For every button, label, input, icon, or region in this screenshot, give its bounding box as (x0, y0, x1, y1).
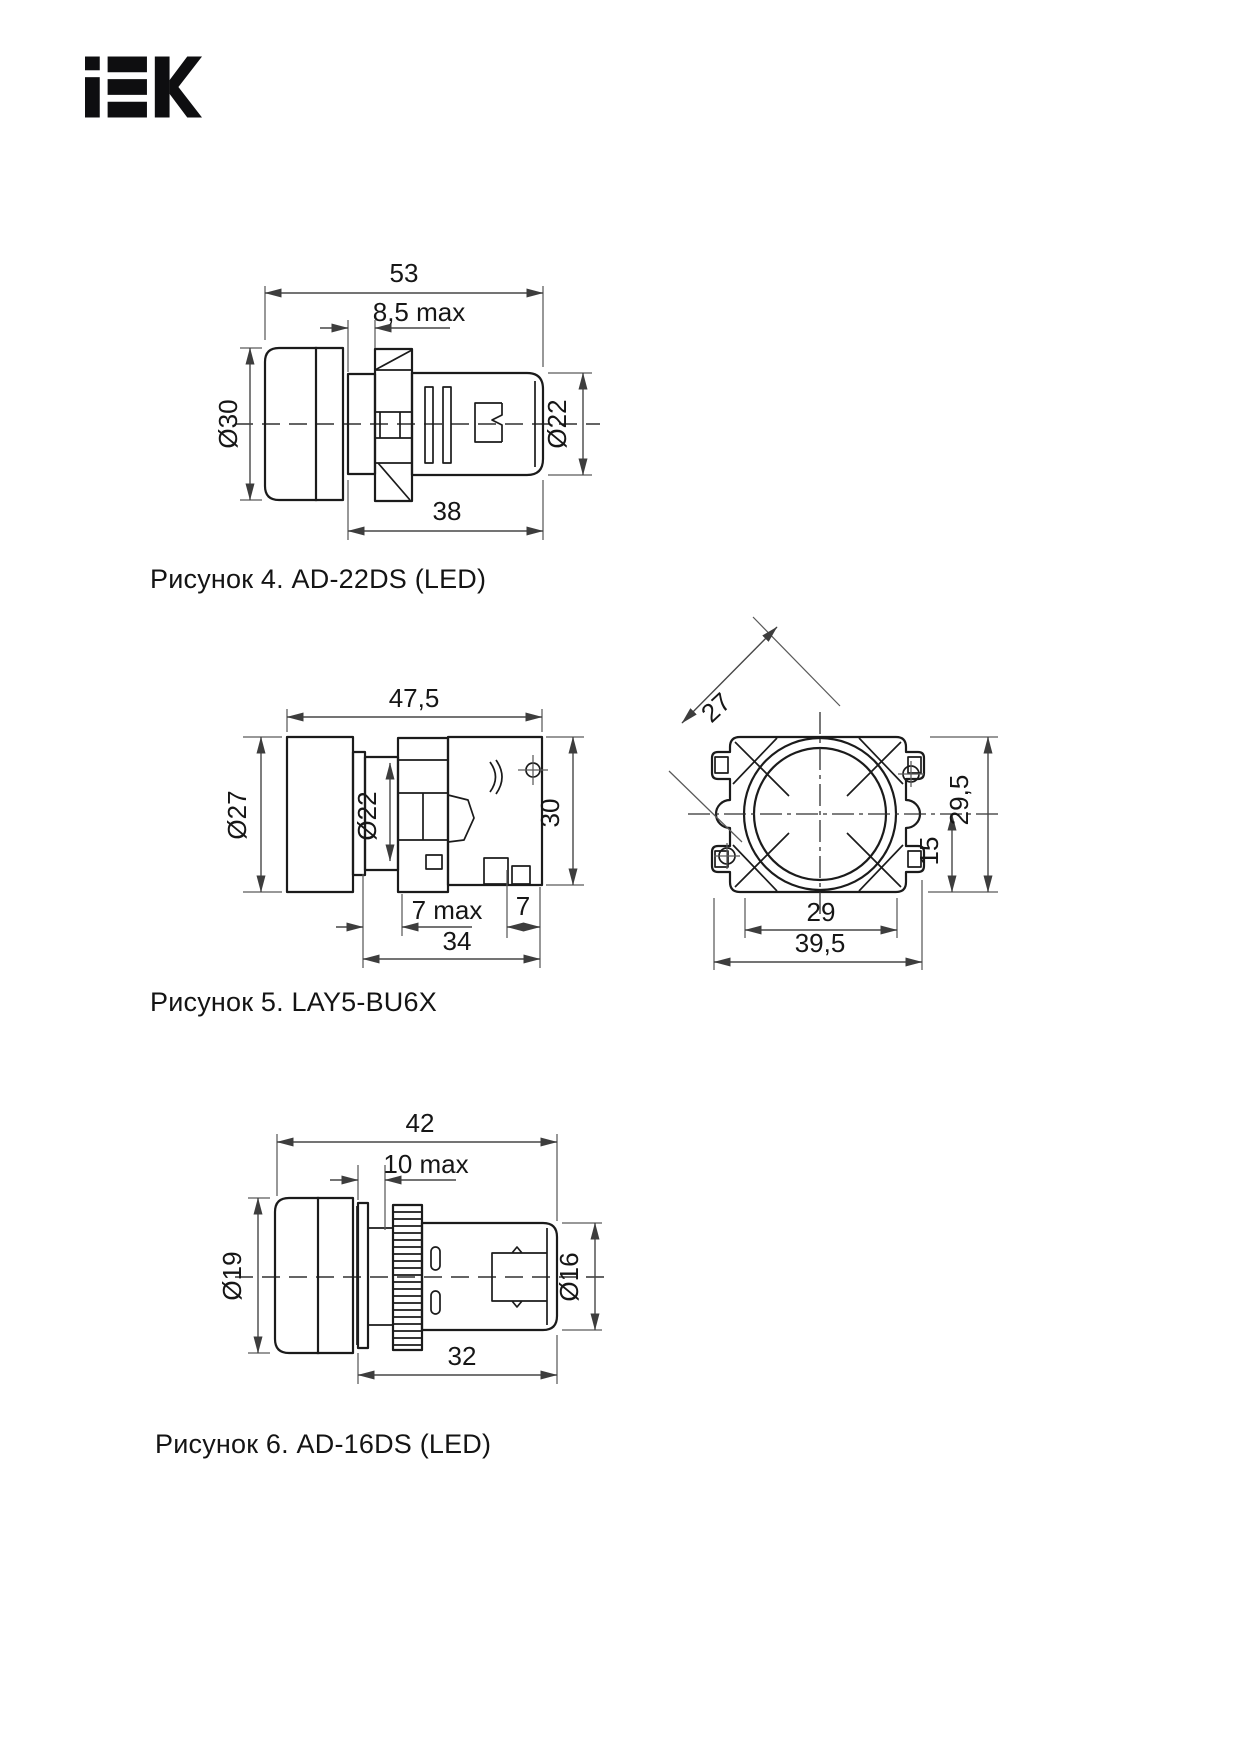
figure-5-caption: Рисунок 5. LAY5-BU6X (150, 987, 437, 1017)
dim-label-height: 30 (535, 798, 565, 828)
dim-label-rear: 32 (447, 1341, 477, 1371)
figure-6-caption: Рисунок 6. AD-16DS (LED) (155, 1429, 492, 1459)
figure-5-drawing (150, 595, 1010, 985)
dim-label-inner-width: 29 (806, 897, 836, 927)
dim-label-diagonal: 27 (695, 686, 737, 729)
figure-4-caption: Рисунок 4. AD-22DS (LED) (150, 564, 487, 594)
figure-6-drawing (150, 1110, 620, 1395)
dim-label-overall: 47,5 (388, 683, 440, 713)
knurl-hatching (393, 1212, 422, 1345)
dim-label-panel-max: 8,5 max (372, 297, 466, 327)
dim-label-rear: 34 (442, 926, 472, 956)
dim-label-panel-max: 7 max (411, 895, 483, 925)
dim-label-tab: 7 (515, 891, 531, 921)
dim-label-center-edge: 15 (914, 836, 944, 866)
dim-label-panel-max: 10 max (383, 1149, 469, 1179)
dim-label-rear: 38 (432, 496, 462, 526)
iek-logo-icon (85, 56, 203, 118)
dim-label-body-dia: Ø22 (542, 399, 572, 449)
dim-label-body-dia: Ø16 (554, 1252, 584, 1302)
figure-4-drawing (150, 238, 620, 550)
dim-label-head-dia: Ø27 (222, 790, 252, 840)
dim-label-lens-dia: Ø19 (217, 1251, 247, 1301)
dim-label-overall: 53 (389, 258, 419, 288)
dim-label-lens-dia: Ø30 (213, 399, 243, 449)
dim-label-front-width: 39,5 (794, 928, 846, 958)
dim-label-collar-dia: Ø22 (352, 791, 382, 841)
dim-label-overall: 42 (405, 1110, 435, 1138)
iek-logo (85, 56, 203, 118)
dim-label-front-height: 29,5 (944, 774, 974, 826)
